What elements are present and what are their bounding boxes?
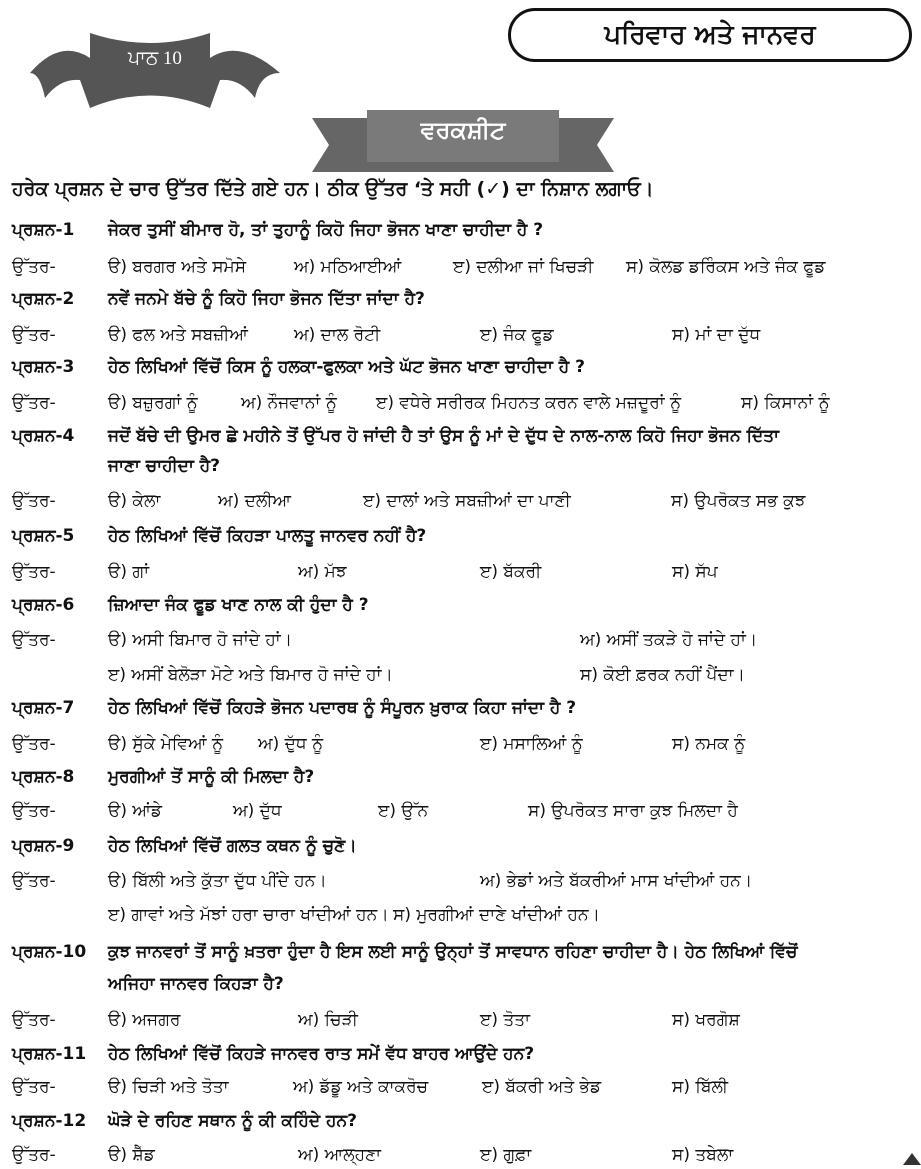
answer-label: ਉੱਤਰ- bbox=[12, 325, 56, 345]
answer-option: ੳ) ਕੇਲਾ bbox=[108, 491, 161, 511]
question-row bbox=[0, 220, 921, 250]
question-row bbox=[0, 974, 921, 1004]
answer-row bbox=[0, 871, 921, 901]
question-row bbox=[0, 595, 921, 625]
question-text: ਨਵੇਂ ਜਨਮੇ ਬੱਚੇ ਨੂੰ ਕਿਹੋ ਜਿਹਾ ਭੋਜਨ ਦਿੱਤਾ ਜਾਂਦਾ ਹੈ? bbox=[108, 289, 425, 309]
question-row bbox=[0, 526, 921, 556]
answer-option: ੲ) ਗੁਫ਼ਾ bbox=[480, 1145, 532, 1165]
answer-option: ੳ) ਬਿੱਲੀ ਅਤੇ ਕੁੱਤਾ ਦੁੱਧ ਪੀਂਦੇ ਹਨ। bbox=[108, 871, 327, 891]
chapter-title bbox=[508, 8, 912, 62]
question-text: ਘੋੜੇ ਦੇ ਰਹਿਣ ਸਥਾਨ ਨੂੰ ਕੀ ਕਹਿੰਦੇ ਹਨ? bbox=[108, 1111, 357, 1131]
answer-row bbox=[0, 562, 921, 592]
answer-option: ਸ) ਉਪਰੋਕਤ ਸਾਰਾ ਕੁਝ ਮਿਲਦਾ ਹੈ bbox=[528, 801, 738, 821]
question-label: ਪ੍ਰਸ਼ਨ-1 bbox=[12, 220, 75, 240]
question-text: ਹੇਠ ਲਿਖਿਆਂ ਵਿੱਚੋਂ ਕਿਹੜੇ ਜਾਨਵਰ ਰਾਤ ਸਮੇਂ ਵੱਧ ਬਾਹਰ ਆਉਂਦੇ ਹਨ? bbox=[108, 1044, 535, 1064]
answer-option: ਅ) ਡੱਡੂ ਅਤੇ ਕਾਕਰੋਚ bbox=[293, 1077, 429, 1097]
answer-option: ਸ) ਕੋਲਡ ਡਰਿੰਕਸ ਅਤੇ ਜੰਕ ਫੂਡ bbox=[626, 257, 826, 277]
answer-option: ੳ) ਅਜਗਰ bbox=[108, 1010, 181, 1030]
answer-option: ਸ) ਨਮਕ ਨੂੰ bbox=[672, 734, 746, 754]
answer-label: ਉੱਤਰ- bbox=[12, 1010, 56, 1030]
answer-option: ਅ) ਦੁੱਧ bbox=[233, 801, 282, 821]
answer-option: ਅ) ਮਠਿਆਈਆਂ bbox=[294, 257, 402, 277]
answer-option: ਸ) ਬਿੱਲੀ bbox=[672, 1077, 729, 1097]
answer-option: ੲ) ਵਧੇਰੇ ਸਰੀਰਕ ਮਿਹਨਤ ਕਰਨ ਵਾਲੇ ਮਜ਼ਦੂਰਾਂ ਨੂੰ bbox=[376, 393, 682, 413]
question-text: ਹੇਠ ਲਿਖਿਆਂ ਵਿੱਚੋਂ ਗਲਤ ਕਥਨ ਨੂੰ ਚੁਣੋ। bbox=[108, 836, 357, 856]
question-label: ਪ੍ਰਸ਼ਨ-5 bbox=[12, 526, 75, 546]
answer-row bbox=[0, 1145, 921, 1169]
answer-option: ੲ) ਅਸੀਂ ਬੇਲੋੜਾ ਮੋਟੇ ਅਤੇ ਬਿਮਾਰ ਹੋ ਜਾਂਦੇ ਹਾਂ। bbox=[108, 665, 393, 685]
answer-option: ਅ) ਅਸੀਂ ਤਕੜੇ ਹੋ ਜਾਂਦੇ ਹਾਂ। bbox=[580, 630, 758, 650]
question-label: ਪ੍ਰਸ਼ਨ-8 bbox=[12, 767, 75, 787]
answer-label: ਉੱਤਰ- bbox=[12, 393, 56, 413]
answer-option: ਸ) ਕੋਈ ਫ਼ਰਕ ਨਹੀਂ ਪੈਂਦਾ। bbox=[580, 665, 745, 685]
answer-label: ਉੱਤਰ- bbox=[12, 734, 56, 754]
question-text: ਹੇਠ ਲਿਖਿਆਂ ਵਿੱਚੋਂ ਕਿਹੜੇ ਭੋਜਨ ਪਦਾਰਥ ਨੂੰ ਸੰਪੂਰਨ ਖ਼ੁਰਾਕ ਕਿਹਾ ਜਾਂਦਾ ਹੈ ? bbox=[108, 698, 577, 718]
instructions: ਹਰੇਕ ਪ੍ਰਸ਼ਨ ਦੇ ਚਾਰ ਉੱਤਰ ਦਿੱਤੇ ਗਏ ਹਨ। ਠੀਕ ਉੱਤਰ ‘ਤੇ ਸਹੀ (✓) ਦਾ ਨਿਸ਼ਾਨ ਲਗਾਓ। bbox=[12, 178, 654, 200]
answer-row bbox=[0, 491, 921, 521]
worksheet-title: ਵਰਕਸ਼ੀਟ bbox=[420, 116, 506, 144]
question-text: ਜਾਣਾ ਚਾਹੀਦਾ ਹੈ? bbox=[108, 456, 221, 476]
answer-option: ੲ) ਤੋਤਾ bbox=[480, 1010, 530, 1030]
question-row bbox=[0, 426, 921, 456]
question-text: ਹੇਠ ਲਿਖਿਆਂ ਵਿੱਚੋਂ ਕਿਹੜਾ ਪਾਲਤੂ ਜਾਨਵਰ ਨਹੀਂ ਹੈ? bbox=[108, 526, 427, 546]
answer-label: ਉੱਤਰ- bbox=[12, 257, 56, 277]
answer-option: ਅ) ਨੌਜਵਾਨਾਂ ਨੂੰ bbox=[241, 393, 337, 413]
lesson-number: ਪਾਠ 10 bbox=[128, 48, 182, 69]
question-row bbox=[0, 767, 921, 797]
answer-label: ਉੱਤਰ- bbox=[12, 871, 56, 891]
question-text: ਅਜਿਹਾ ਜਾਨਵਰ ਕਿਹੜਾ ਹੈ? bbox=[108, 974, 284, 994]
question-text: ਹੇਠ ਲਿਖਿਆਂ ਵਿੱਚੋਂ ਕਿਸ ਨੂੰ ਹਲਕਾ-ਫੁਲਕਾ ਅਤੇ ਘੱਟ ਭੋਜਨ ਖਾਣਾ ਚਾਹੀਦਾ ਹੈ ? bbox=[108, 357, 585, 377]
answer-option: ੳ) ਬਜ਼ੁਰਗਾਂ ਨੂੰ bbox=[108, 393, 198, 413]
answer-label: ਉੱਤਰ- bbox=[12, 1077, 56, 1097]
answer-row bbox=[0, 257, 921, 287]
answer-option: ਅ) ਭੇਡਾਂ ਅਤੇ ਬੱਕਰੀਆਂ ਮਾਸ ਖਾਂਦੀਆਂ ਹਨ। bbox=[480, 871, 753, 891]
question-label: ਪ੍ਰਸ਼ਨ-9 bbox=[12, 836, 75, 856]
answer-row bbox=[0, 393, 921, 423]
question-label: ਪ੍ਰਸ਼ਨ-12 bbox=[12, 1111, 87, 1131]
question-text: ਜੇਕਰ ਤੁਸੀਂ ਬੀਮਾਰ ਹੋ, ਤਾਂ ਤੁਹਾਨੂੰ ਕਿਹੋ ਜਿਹਾ ਭੋਜਨ ਖਾਣਾ ਚਾਹੀਦਾ ਹੈ ? bbox=[108, 220, 544, 240]
question-label: ਪ੍ਰਸ਼ਨ-10 bbox=[12, 942, 87, 962]
answer-row bbox=[0, 665, 921, 695]
answer-option: ਅ) ਦਲੀਆ bbox=[218, 491, 292, 511]
answer-option: ਸ) ਮੁਰਗੀਆਂ ਦਾਣੇ ਖਾਂਦੀਆਂ ਹਨ। bbox=[393, 905, 601, 925]
answer-option: ੳ) ਬਰਗਰ ਅਤੇ ਸਮੋਸੇ bbox=[108, 257, 247, 277]
answer-row bbox=[0, 734, 921, 764]
question-label: ਪ੍ਰਸ਼ਨ-7 bbox=[12, 698, 75, 718]
question-label: ਪ੍ਰਸ਼ਨ-11 bbox=[12, 1044, 87, 1064]
answer-option: ੲ) ਬੱਕਰੀ ਅਤੇ ਭੇਡ bbox=[482, 1077, 601, 1097]
answer-option: ੲ) ਜੰਕ ਫੂਡ bbox=[480, 325, 554, 345]
lesson-ribbon bbox=[10, 18, 290, 128]
question-row bbox=[0, 289, 921, 319]
answer-option: ੳ) ਫਲ ਅਤੇ ਸਬਜ਼ੀਆਂ bbox=[108, 325, 248, 345]
question-text: ਜਦੋਂ ਬੱਚੇ ਦੀ ਉਮਰ ਛੇ ਮਹੀਨੇ ਤੋਂ ਉੱਪਰ ਹੋ ਜਾਂਦੀ ਹੈ ਤਾਂ ਉਸ ਨੂੰ ਮਾਂ ਦੇ ਦੁੱਧ ਦੇ ਨਾਲ-ਨਾਲ ਕਿਹੋ ਜਿਹਾ ਭੋਜਨ ਦਿੱਤਾ bbox=[108, 426, 780, 446]
answer-option: ੳ) ਅਸੀ ਬਿਮਾਰ ਹੋ ਜਾਂਦੇ ਹਾਂ। bbox=[108, 630, 293, 650]
question-row bbox=[0, 698, 921, 728]
answer-row bbox=[0, 801, 921, 831]
question-label: ਪ੍ਰਸ਼ਨ-2 bbox=[12, 289, 75, 309]
answer-option: ਸ) ਮਾਂ ਦਾ ਦੁੱਧ bbox=[672, 325, 761, 345]
answer-option: ਅ) ਦਾਲ ਰੋਟੀ bbox=[294, 325, 381, 345]
question-row bbox=[0, 1111, 921, 1141]
answer-option: ੲ) ਗਾਵਾਂ ਅਤੇ ਮੱਝਾਂ ਹਰਾ ਚਾਰਾ ਖਾਂਦੀਆਂ ਹਨ। bbox=[108, 905, 389, 925]
answer-option: ੳ) ਗਾਂ bbox=[108, 562, 150, 582]
answer-row bbox=[0, 325, 921, 355]
answer-option: ੲ) ਦਾਲਾਂ ਅਤੇ ਸਬਜ਼ੀਆਂ ਦਾ ਪਾਣੀ bbox=[363, 491, 571, 511]
answer-label: ਉੱਤਰ- bbox=[12, 630, 56, 650]
page-corner-triangle bbox=[903, 1153, 921, 1165]
answer-option: ੳ) ਸ਼ੈੱਡ bbox=[108, 1145, 155, 1165]
question-row bbox=[0, 942, 921, 972]
answer-label: ਉੱਤਰ- bbox=[12, 1145, 56, 1165]
question-text: ਜ਼ਿਆਦਾ ਜੰਕ ਫੂਡ ਖਾਣ ਨਾਲ ਕੀ ਹੁੰਦਾ ਹੈ ? bbox=[108, 595, 369, 615]
question-label: ਪ੍ਰਸ਼ਨ-4 bbox=[12, 426, 75, 446]
chapter-title-text: ਪਰਿਵਾਰ ਅਤੇ ਜਾਨਵਰ bbox=[604, 19, 816, 50]
question-text: ਮੁਰਗੀਆਂ ਤੋਂ ਸਾਨੂੰ ਕੀ ਮਿਲਦਾ ਹੈ? bbox=[108, 767, 315, 787]
answer-row bbox=[0, 1077, 921, 1107]
answer-option: ਅ) ਆਲ੍ਹਣਾ bbox=[298, 1145, 382, 1165]
answer-option: ੲ) ਮਸਾਲਿਆਂ ਨੂੰ bbox=[480, 734, 583, 754]
answer-option: ਅ) ਮੱਝ bbox=[298, 562, 347, 582]
question-text: ਕੁਝ ਜਾਨਵਰਾਂ ਤੋਂ ਸਾਨੂੰ ਖ਼ਤਰਾ ਹੁੰਦਾ ਹੈ ਇਸ ਲਈ ਸਾਨੂੰ ਉਨ੍ਹਾਂ ਤੋਂ ਸਾਵਧਾਨ ਰਹਿਣਾ ਚਾਹੀਦਾ ਹੈ। ਹੇਠ ਲਿਖਿਆਂ ਵਿੱਚੋਂ bbox=[108, 942, 798, 962]
answer-option: ੲ) ਬੱਕਰੀ bbox=[480, 562, 542, 582]
answer-label: ਉੱਤਰ- bbox=[12, 491, 56, 511]
answer-option: ਅ) ਚਿੜੀ bbox=[298, 1010, 358, 1030]
answer-option: ੳ) ਆਂਡੇ bbox=[108, 801, 162, 821]
question-row bbox=[0, 1044, 921, 1074]
answer-row bbox=[0, 905, 921, 935]
answer-option: ਅ) ਦੁੱਧ ਨੂੰ bbox=[258, 734, 324, 754]
answer-option: ੲ) ਉੱਨ bbox=[378, 801, 429, 821]
question-row bbox=[0, 456, 921, 486]
answer-option: ਸ) ਉਪਰੋਕਤ ਸਭ ਕੁਝ bbox=[671, 491, 806, 511]
answer-row bbox=[0, 630, 921, 660]
question-row bbox=[0, 836, 921, 866]
answer-option: ੳ) ਸੁੱਕੇ ਮੇਵਿਆਂ ਨੂੰ bbox=[108, 734, 224, 754]
answer-option: ਸ) ਖਰਗੋਸ਼ bbox=[672, 1010, 740, 1030]
question-label: ਪ੍ਰਸ਼ਨ-6 bbox=[12, 595, 75, 615]
answer-label: ਉੱਤਰ- bbox=[12, 562, 56, 582]
answer-option: ਸ) ਸੱਪ bbox=[672, 562, 718, 582]
question-label: ਪ੍ਰਸ਼ਨ-3 bbox=[12, 357, 75, 377]
answer-option: ੲ) ਦਲੀਆ ਜਾਂ ਖਿਚੜੀ bbox=[453, 257, 594, 277]
question-row bbox=[0, 357, 921, 387]
answer-option: ਸ) ਕਿਸਾਨਾਂ ਨੂੰ bbox=[741, 393, 830, 413]
answer-option: ੳ) ਚਿੜੀ ਅਤੇ ਤੋਤਾ bbox=[108, 1077, 229, 1097]
answer-row bbox=[0, 1010, 921, 1040]
answer-label: ਉੱਤਰ- bbox=[12, 801, 56, 821]
answer-option: ਸ) ਤਬੇਲਾ bbox=[672, 1145, 734, 1165]
